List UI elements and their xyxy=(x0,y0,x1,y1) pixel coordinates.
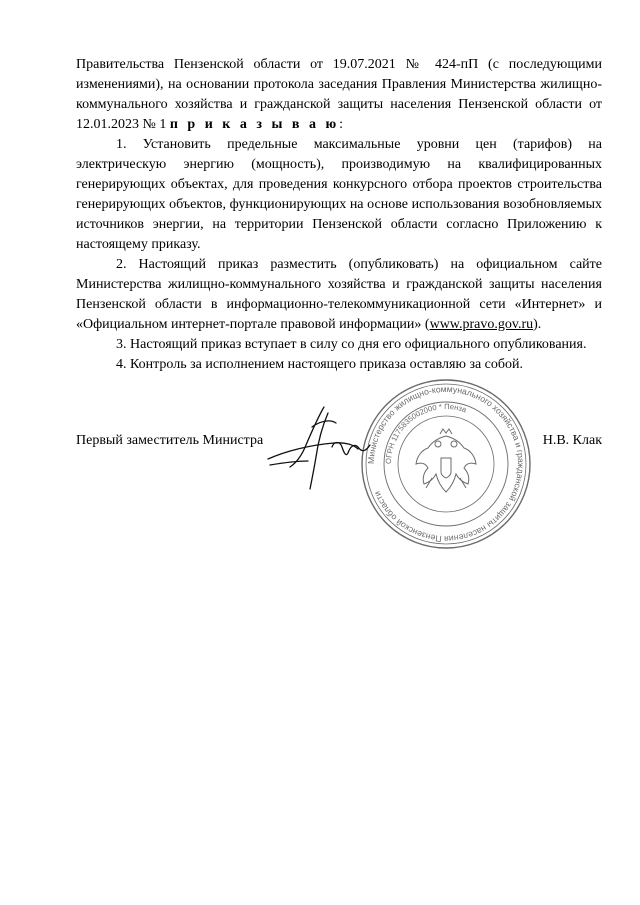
item-2-end: ). xyxy=(533,317,542,332)
document-body xyxy=(76,55,602,375)
seal-inner-text: ОГРН 1175835002000 * Пенза xyxy=(383,401,468,465)
item-3: 3. Настоящий приказ вступает в силу со дня его официального опубликования. xyxy=(116,337,587,352)
item-2 xyxy=(76,255,602,335)
coat-of-arms-icon xyxy=(416,429,476,492)
preamble-paragraph xyxy=(76,55,602,135)
order-keyword: п р и к а з ы в а ю xyxy=(169,117,340,132)
item-2-text: 2. Настоящий приказ разместить (опубликовать) на официальном сайте Министерства жилищно-коммунального хозяйства и гражданской защиты населения Пензенской области в информационно-телекоммуникационной сети «Интернет» и «Официальном интернет-портале правовой информации» ( xyxy=(76,257,602,332)
preamble-colon: : xyxy=(339,117,344,132)
item-4: 4. Контроль за исполнением настоящего приказа оставляю за собой. xyxy=(116,357,524,372)
pravo-link[interactable]: www.pravo.gov.ru xyxy=(429,317,534,332)
official-seal xyxy=(360,378,532,550)
position-title: Первый заместитель Министра xyxy=(76,433,264,448)
seal-outer-text: Министерство жилищно-коммунального хозяйства и гражданской защиты населения Пензенской области xyxy=(365,383,527,545)
signatory-name: Н.В. Клак xyxy=(542,433,602,448)
preamble-text: Правительства Пензенской области от 19.07.2021 № 424-пП (с последующими изменениями), на основании протокола заседания Правления Министерства жилищно-коммунального хозяйства и гражданской защиты населения Пензенской области от 12.01.2023 № 1 xyxy=(76,57,602,132)
item-1: 1. Установить предельные максимальные уровни цен (тарифов) на электрическую энергию (мощность), производимую на квалифицированных генерирующих объектах, для проведения конкурсного отбора проектов строительства генерирующих объектов, функционирующих на основе использования возобновляемых источников энергии, на территории Пензенской области согласно Приложению к настоящему приказу. xyxy=(76,137,602,252)
handwritten-signature xyxy=(262,397,382,497)
